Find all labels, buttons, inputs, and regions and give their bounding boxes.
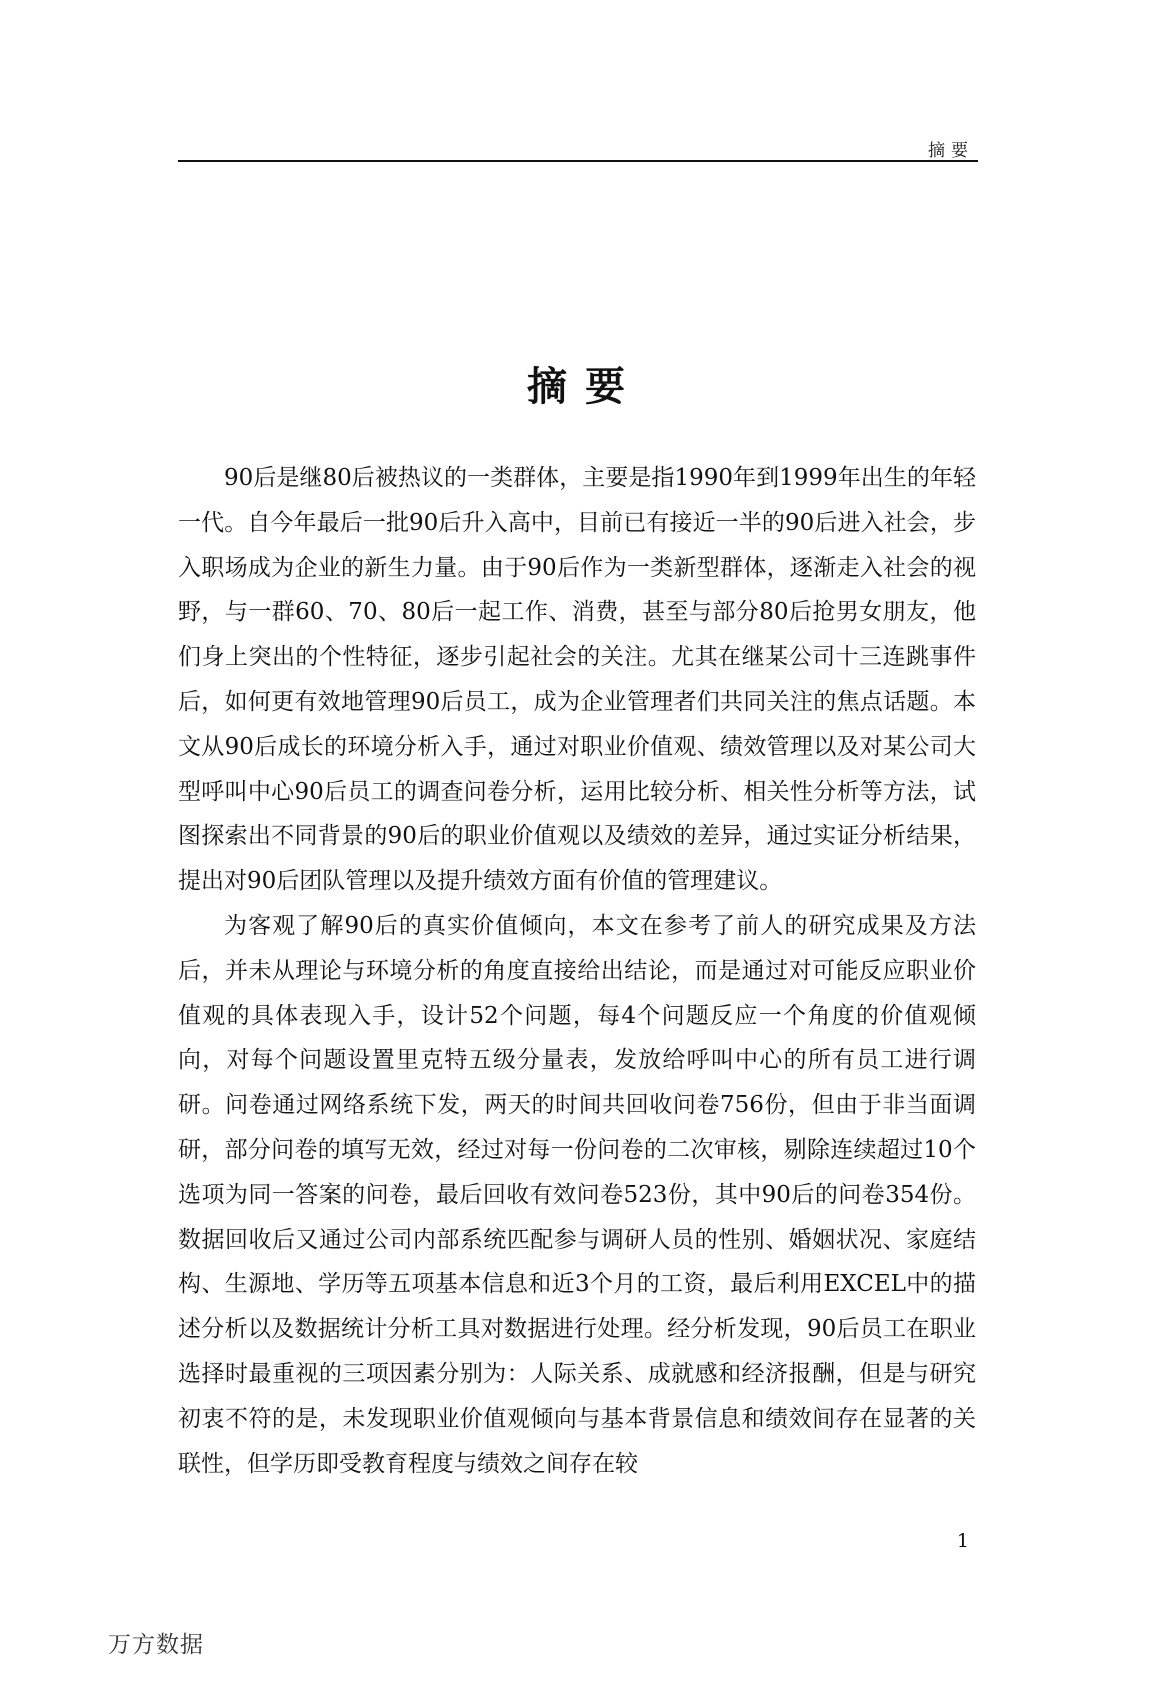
abstract-paragraph-2: 为客观了解90后的真实价值倾向，本文在参考了前人的研究成果及方法后，并未从理论与环境分析的角度直接给出结论，而是通过对可能反应职业价值观的具体表现入手，设计52个问题，每4个问题反应一个角度的价值观倾向，对每个问题设置里克特五级分量表，发放给呼叫中心的所有员工进行调研。问卷通过网络系统下发，两天的时间共回收问卷756份，但由于非当面调研，部分问卷的填写无效，经过对每一份问卷的二次审核，剔除连续超过10个选项为同一答案的问卷，最后回收有效问卷523份，其中90后的问卷354份。数据回收后又通过公司内部系统匹配参与调研人员的性别、婚姻状况、家庭结构、生源地、学历等五项基本信息和近3个月的工资，最后利用EXCEL中的描述分析以及数据统计分析工具对数据进行处理。经分析发现，90后员工在职业选择时最重视的三项因素分别为：人际关系、成就感和经济报酬，但是与研究初衷不符的是，未发现职业价值观倾向与基本背景信息和绩效间存在显著的关联性，但学历即受教育程度与绩效之间存在较 [178,912,976,1477]
page-title: 摘要 [527,362,643,410]
abstract-paragraph-1: 90后是继80后被热议的一类群体，主要是指1990年到1999年出生的年轻一代。自今年最后一批90后升入高中，目前已有接近一半的90后进入社会，步入职场成为企业的新生力量。由于90后作为一类新型群体，逐渐走入社会的视野，与一群60、70、80后一起工作、消费，甚至与部分80后抢男女朋友，他们身上突出的个性特征，逐步引起社会的关注。尤其在继某公司十三连跳事件后，如何更有效地管理90后员工，成为企业管理者们共同关注的焦点话题。本文从90后成长的环境分析入手，通过对职业价值观、绩效管理以及对某公司大型呼叫中心90后员工的调查问卷分析，运用比较分析、相关性分析等方法，试图探索出不同背景的90后的职业价值观以及绩效的差异，通过实证分析结果，提出对90后团队管理以及提升绩效方面有价值的管理建议。 [178,465,976,895]
source-watermark: 万方数据 [108,1632,204,1658]
header-rule [178,160,978,162]
abstract-body [178,456,976,1486]
page-number: 1 [956,1530,969,1552]
running-header: 摘要 [928,141,974,161]
